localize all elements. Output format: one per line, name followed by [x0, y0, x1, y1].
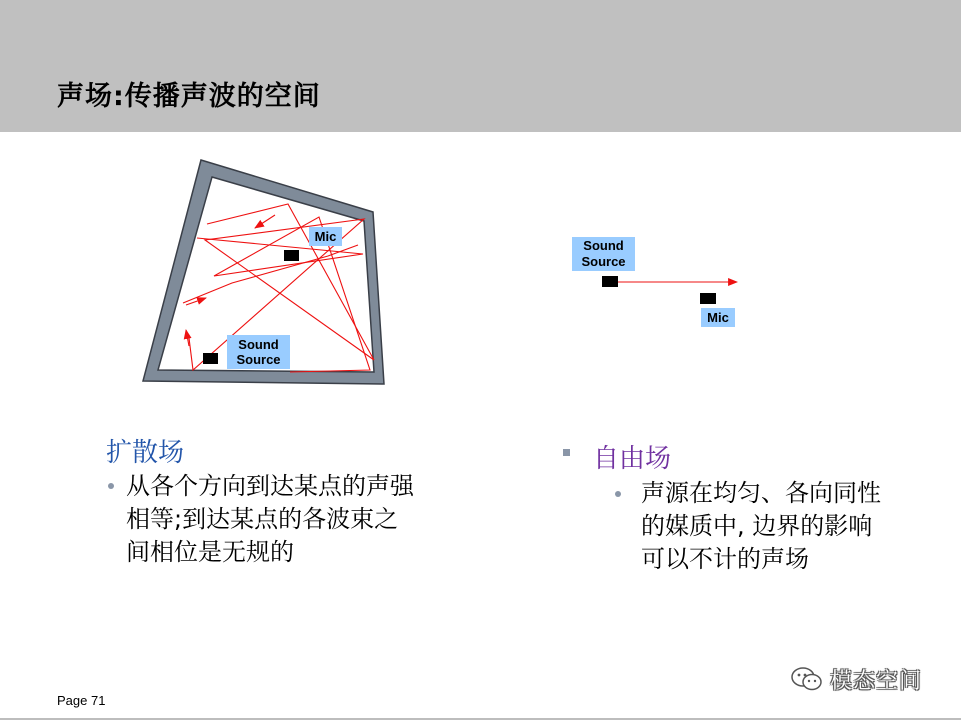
- free-mic-label: [701, 308, 735, 327]
- ray-arrow-2: [186, 298, 206, 305]
- diffuse-source: [203, 353, 218, 364]
- bullet-dot-icon: [615, 491, 621, 497]
- free-source-line-1: Sound: [583, 238, 624, 253]
- bullet-dot-icon: [108, 483, 114, 489]
- free-line-1: 声源在均匀、各向同性: [641, 479, 881, 507]
- free-line-3: 可以不计的声场: [641, 545, 809, 573]
- diffuse-mic: [284, 250, 299, 261]
- free-source: [602, 276, 618, 287]
- watermark-text: 模态空间: [830, 668, 923, 694]
- diffuse-source-line-2: Source: [236, 352, 281, 367]
- diffuse-line-2: 相等;到达某点的各波束之: [126, 505, 399, 533]
- diffuse-source-line-1: Sound: [238, 337, 279, 352]
- free-mic-text: Mic: [707, 310, 729, 325]
- ray-arrow-1: [255, 215, 275, 228]
- ray-arrow-3: [186, 330, 189, 346]
- free-mic: [700, 293, 716, 304]
- page-title: 声场:传播声波的空间: [57, 81, 321, 112]
- wechat-icon: [790, 665, 824, 693]
- free-field-description: [641, 477, 921, 576]
- diffuse-mic-label: [309, 227, 342, 246]
- free-line-2: 的媒质中, 边界的影响: [641, 512, 873, 540]
- free-source-line-2: Source: [581, 254, 626, 269]
- free-field-heading: 自由场: [593, 444, 672, 474]
- diffuse-field-description: [126, 470, 456, 569]
- footer-divider: [0, 718, 961, 720]
- diffuse-line-1: 从各个方向到达某点的声强: [126, 472, 414, 500]
- diffuse-mic-text: Mic: [314, 229, 337, 244]
- square-bullet-icon: [563, 449, 570, 456]
- diffuse-line-3: 间相位是无规的: [126, 538, 294, 566]
- free-source-label: [572, 237, 635, 271]
- page-number: Page 71: [57, 693, 106, 708]
- watermark: [790, 664, 922, 694]
- diffuse-source-label: [227, 335, 290, 369]
- diffuse-field-heading: 扩散场: [106, 438, 185, 468]
